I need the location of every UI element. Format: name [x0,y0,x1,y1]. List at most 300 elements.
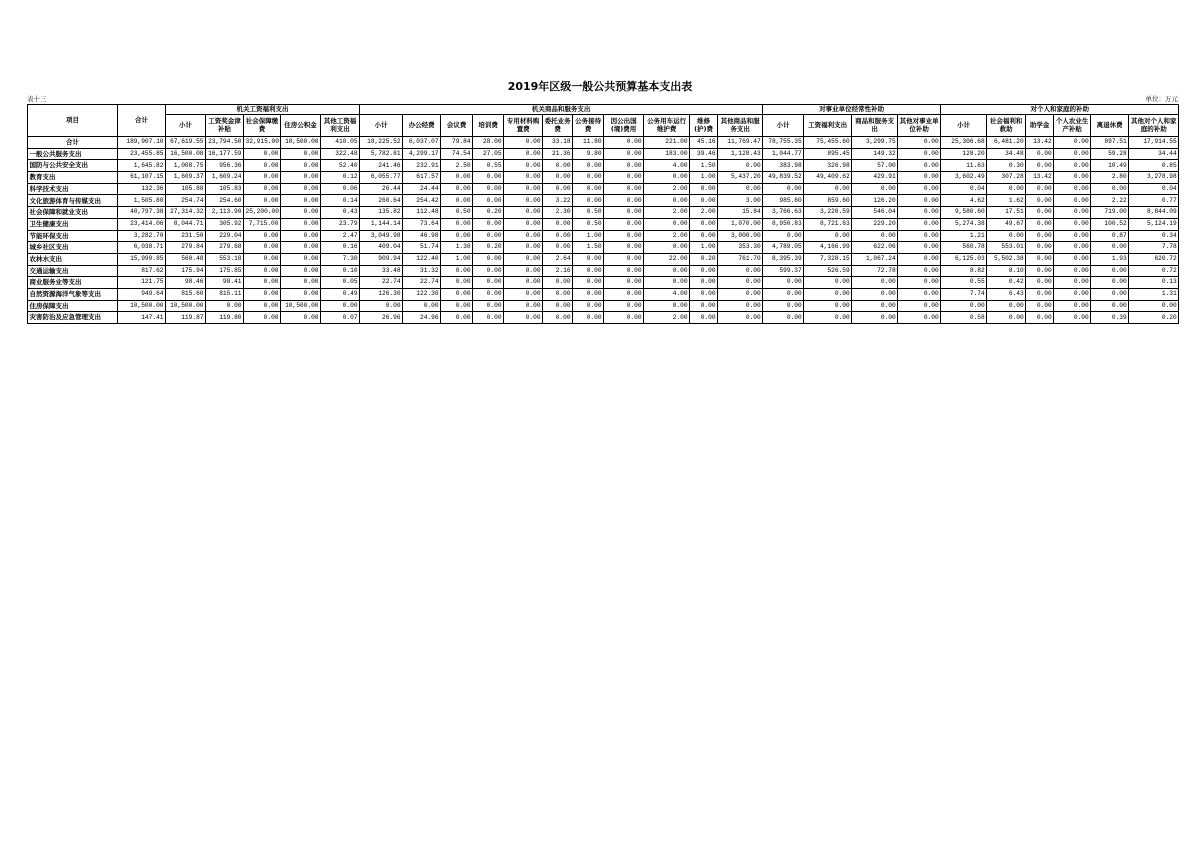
value-cell: 0.00 [898,253,941,265]
value-cell: 17.51 [987,207,1026,219]
value-cell: 0.00 [473,253,504,265]
value-cell: 0.00 [543,183,573,195]
value-cell: 3,049.98 [360,230,403,242]
value-cell: 0.00 [281,195,321,207]
value-cell: 4,299.17 [403,148,441,160]
value-cell: 45.16 [690,137,718,149]
value-cell: 0.00 [804,312,852,324]
value-cell: 2.80 [1091,172,1129,184]
row-label: 商业服务业等支出 [28,277,118,289]
table-row [28,207,1179,219]
row-label: 教育支出 [28,172,118,184]
value-cell: 175.94 [166,265,206,277]
value-cell: 33.18 [543,137,573,149]
value-cell: 0.00 [504,300,543,312]
value-cell: 0.00 [573,172,604,184]
table-body [28,137,1179,324]
value-cell: 0.00 [1054,183,1091,195]
value-cell: 0.00 [898,148,941,160]
value-cell: 0.00 [644,300,690,312]
value-cell: 0.00 [690,277,718,289]
col-header-institution-other: 其他对事业单位补助 [898,115,941,137]
value-cell: 0.00 [441,183,473,195]
value-cell: 39.46 [690,148,718,160]
value-cell: 254.74 [166,195,206,207]
value-cell: 119.80 [206,312,244,324]
value-cell: 1,044.77 [763,148,804,160]
value-cell: 0.50 [573,207,604,219]
value-cell: 0.00 [941,300,987,312]
value-cell: 307.28 [987,172,1026,184]
value-cell: 0.00 [804,300,852,312]
value-cell: 24.44 [403,183,441,195]
col-header-institution-goods: 商品和服务支出 [852,115,898,137]
value-cell: 79.84 [441,137,473,149]
value-cell: 719.00 [1091,207,1129,219]
value-cell: 0.00 [898,265,941,277]
value-cell: 0.00 [360,300,403,312]
value-cell: 0.00 [987,300,1026,312]
value-cell: 0.04 [941,183,987,195]
value-cell: 0.00 [473,183,504,195]
value-cell: 0.12 [321,172,360,184]
value-cell: 33.48 [360,265,403,277]
value-cell: 26.44 [360,183,403,195]
value-cell: 1,645.82 [118,160,166,172]
value-cell: 0.00 [543,288,573,300]
value-cell: 17,914.55 [1129,137,1179,149]
value-cell: 1,505.80 [118,195,166,207]
table-row [28,288,1179,300]
value-cell: 27.05 [473,148,504,160]
value-cell: 0.00 [504,137,543,149]
value-cell: 0.00 [504,207,543,219]
value-cell: 0.00 [1054,148,1091,160]
value-cell: 0.00 [1129,300,1179,312]
value-cell: 0.00 [543,172,573,184]
value-cell: 0.00 [1026,288,1054,300]
value-cell: 0.04 [1129,183,1179,195]
value-cell: 0.00 [281,230,321,242]
value-cell: 553.18 [206,253,244,265]
col-header-goods-commissioned: 委托业务费 [543,115,573,137]
value-cell: 0.00 [473,288,504,300]
value-cell: 956.36 [206,160,244,172]
value-cell: 553.01 [987,242,1026,254]
value-cell: 2.16 [543,265,573,277]
value-cell: 985.80 [763,195,804,207]
value-cell: 0.00 [718,265,763,277]
value-cell: 0.00 [573,183,604,195]
value-cell: 0.00 [441,312,473,324]
table-row [28,172,1179,184]
value-cell: 40,797.38 [118,207,166,219]
value-cell: 23,455.85 [118,148,166,160]
value-cell: 546.04 [852,207,898,219]
value-cell: 0.00 [504,148,543,160]
value-cell: 0.00 [804,277,852,289]
value-cell: 0.00 [718,300,763,312]
value-cell: 126.20 [852,195,898,207]
value-cell: 0.00 [1054,288,1091,300]
value-cell: 0.00 [898,242,941,254]
value-cell: 353.30 [718,242,763,254]
value-cell: 0.00 [473,172,504,184]
value-cell: 5,502.38 [987,253,1026,265]
value-cell: 0.00 [281,277,321,289]
value-cell: 0.00 [690,195,718,207]
value-cell: 0.00 [441,288,473,300]
value-cell: 25,306.68 [941,137,987,149]
row-label: 住房保障支出 [28,300,118,312]
value-cell: 0.00 [604,253,644,265]
value-cell: 1.21 [941,230,987,242]
value-cell: 0.00 [244,312,281,324]
value-cell: 0.00 [441,230,473,242]
value-cell: 620.72 [1129,253,1179,265]
value-cell: 0.16 [321,242,360,254]
value-cell: 34.48 [987,148,1026,160]
value-cell: 23.79 [321,218,360,230]
value-cell: 229.20 [852,218,898,230]
value-cell: 0.00 [1026,242,1054,254]
value-cell: 22.74 [403,277,441,289]
group-header-goods-services: 机关商品和服务支出 [360,105,763,115]
value-cell: 0.00 [898,195,941,207]
value-cell: 5,124.19 [1129,218,1179,230]
value-cell: 3,220.59 [804,207,852,219]
value-cell: 22.00 [644,253,690,265]
col-header-goods-office: 办公经费 [403,115,441,137]
row-label: 交通运输支出 [28,265,118,277]
value-cell: 72.78 [852,265,898,277]
value-cell: 0.00 [1054,312,1091,324]
value-cell: 147.41 [118,312,166,324]
value-cell: 221.00 [644,137,690,149]
value-cell: 326.98 [804,160,852,172]
value-cell: 0.00 [763,277,804,289]
value-cell: 3.00 [718,195,763,207]
value-cell: 183.00 [644,148,690,160]
value-cell: 1,144.14 [360,218,403,230]
value-cell: 0.14 [321,195,360,207]
value-cell: 4.62 [941,195,987,207]
value-cell: 0.00 [718,160,763,172]
col-header-wages-salary: 工资奖金津补贴 [206,115,244,137]
table-row [28,160,1179,172]
value-cell: 49,839.52 [763,172,804,184]
value-cell: 429.91 [852,172,898,184]
value-cell: 0.00 [718,277,763,289]
value-cell: 0.55 [473,160,504,172]
value-cell: 0.00 [1091,277,1129,289]
value-cell: 560.78 [941,242,987,254]
value-cell: 0.00 [543,230,573,242]
col-header-goods-subtotal: 小计 [360,115,403,137]
value-cell: 0.00 [604,300,644,312]
value-cell: 4,789.05 [763,242,804,254]
value-cell: 0.00 [504,288,543,300]
value-cell: 0.00 [441,218,473,230]
value-cell: 0.00 [1054,265,1091,277]
value-cell: 3,278.98 [1129,172,1179,184]
value-cell: 105.88 [166,183,206,195]
value-cell: 0.00 [604,207,644,219]
value-cell: 61,107.15 [118,172,166,184]
value-cell: 13.42 [1026,137,1054,149]
col-header-household-retirement: 离退休费 [1091,115,1129,137]
value-cell: 949.64 [118,288,166,300]
group-header-household-subsidy: 对个人和家庭的补助 [941,105,1179,115]
value-cell: 0.00 [281,288,321,300]
value-cell: 1.00 [573,230,604,242]
value-cell: 18,225.52 [360,137,403,149]
col-header-goods-repairs: 维修(护)费 [690,115,718,137]
value-cell: 23,414.06 [118,218,166,230]
value-cell: 0.00 [244,288,281,300]
value-cell: 279.68 [206,242,244,254]
value-cell: 0.00 [504,312,543,324]
value-cell: 0.00 [1091,242,1129,254]
value-cell: 1,609.37 [166,172,206,184]
value-cell: 1,070.00 [718,218,763,230]
value-cell: 0.00 [244,300,281,312]
value-cell: 0.00 [281,218,321,230]
value-cell: 0.00 [604,230,644,242]
value-cell: 1,128.43 [718,148,763,160]
col-header-goods-overseas: 因公出国(境)费用 [604,115,644,137]
col-header-wages-subtotal: 小计 [166,115,206,137]
value-cell: 2.22 [1091,195,1129,207]
value-cell: 0.00 [244,172,281,184]
value-cell: 0.00 [604,183,644,195]
row-label: 农林水支出 [28,253,118,265]
value-cell: 0.05 [321,277,360,289]
value-cell: 0.00 [1026,207,1054,219]
value-cell: 0.00 [1091,183,1129,195]
value-cell: 0.20 [473,207,504,219]
value-cell: 100.52 [1091,218,1129,230]
value-cell: 895.45 [804,148,852,160]
value-cell: 11,769.47 [718,137,763,149]
value-cell: 229.04 [206,230,244,242]
value-cell: 1.30 [441,242,473,254]
value-cell: 0.06 [321,183,360,195]
value-cell: 7.74 [941,288,987,300]
value-cell: 0.00 [504,172,543,184]
table-row [28,300,1179,312]
value-cell: 0.00 [1091,288,1129,300]
value-cell: 0.00 [281,207,321,219]
value-cell: 0.00 [987,312,1026,324]
value-cell: 2.64 [543,253,573,265]
value-cell: 7,328.15 [804,253,852,265]
value-cell: 909.94 [360,253,403,265]
value-cell: 0.00 [244,253,281,265]
value-cell: 526.59 [804,265,852,277]
value-cell: 1.50 [690,160,718,172]
value-cell: 0.00 [281,253,321,265]
table-row [28,265,1179,277]
value-cell: 0.00 [690,300,718,312]
value-cell: 8,950.83 [763,218,804,230]
value-cell: 3,000.00 [718,230,763,242]
value-cell: 0.00 [543,277,573,289]
value-cell: 0.00 [504,265,543,277]
value-cell: 0.00 [441,265,473,277]
value-cell: 0.00 [573,277,604,289]
value-cell: 0.00 [244,195,281,207]
value-cell: 0.00 [1026,277,1054,289]
value-cell: 21.36 [543,148,573,160]
value-cell: 0.00 [987,183,1026,195]
col-header-goods-materials: 专用材料购置费 [504,115,543,137]
col-header-item: 项目 [28,105,118,137]
value-cell: 410.05 [321,137,360,149]
col-header-institution-subtotal: 小计 [763,115,804,137]
value-cell: 0.00 [644,242,690,254]
value-cell: 0.00 [281,183,321,195]
value-cell: 0.00 [403,300,441,312]
value-cell: 0.00 [763,312,804,324]
value-cell: 8.10 [987,265,1026,277]
value-cell: 0.00 [1054,300,1091,312]
value-cell: 27,314.32 [166,207,206,219]
value-cell: 0.00 [244,230,281,242]
value-cell: 46.98 [403,230,441,242]
value-cell: 0.00 [1091,265,1129,277]
value-cell: 8,044.71 [166,218,206,230]
value-cell: 175.85 [206,265,244,277]
unit-label: 单位：万元 [1145,95,1178,103]
table-row [28,253,1179,265]
value-cell: 3,602.49 [941,172,987,184]
value-cell: 859.60 [804,195,852,207]
value-cell: 149.32 [852,148,898,160]
value-cell: 0.00 [718,183,763,195]
value-cell: 0.10 [321,265,360,277]
value-cell: 0.00 [644,265,690,277]
value-cell: 0.00 [321,300,360,312]
value-cell: 0.72 [1129,265,1179,277]
header-row-groups [28,105,1179,115]
value-cell: 0.00 [473,312,504,324]
value-cell: 0.00 [1054,172,1091,184]
value-cell: 189,907.10 [118,137,166,149]
value-cell: 0.00 [852,288,898,300]
value-cell: 0.00 [804,288,852,300]
value-cell: 10,500.00 [281,300,321,312]
value-cell: 1.00 [690,242,718,254]
value-cell: 2.30 [543,207,573,219]
value-cell: 0.00 [543,242,573,254]
value-cell: 0.00 [244,148,281,160]
value-cell: 98.41 [206,277,244,289]
value-cell: 815.11 [206,288,244,300]
table-row [28,242,1179,254]
value-cell: 0.00 [543,300,573,312]
value-cell: 0.00 [852,300,898,312]
value-cell: 10,500.00 [166,300,206,312]
value-cell: 0.00 [1054,253,1091,265]
value-cell: 57.00 [852,160,898,172]
col-header-goods-training: 培训费 [473,115,504,137]
value-cell: 31.32 [403,265,441,277]
budget-table [27,104,1179,324]
value-cell: 15.84 [718,207,763,219]
value-cell: 0.00 [573,253,604,265]
value-cell: 0.00 [1054,195,1091,207]
col-header-household-scholarship: 助学金 [1026,115,1054,137]
col-header-institution-wages: 工资福利支出 [804,115,852,137]
value-cell: 5,274.38 [941,218,987,230]
value-cell: 0.50 [441,207,473,219]
value-cell: 0.00 [898,160,941,172]
value-cell: 0.00 [604,195,644,207]
value-cell: 0.85 [1129,160,1179,172]
value-cell: 0.00 [1026,312,1054,324]
group-header-institution-subsidy: 对事业单位经常性补助 [763,105,941,115]
value-cell: 622.06 [852,242,898,254]
value-cell: 0.00 [281,312,321,324]
value-cell: 75,455.60 [804,137,852,149]
value-cell: 28.00 [473,137,504,149]
value-cell: 22.74 [360,277,403,289]
value-cell: 0.00 [763,183,804,195]
value-cell: 0.00 [281,148,321,160]
row-label: 城乡社区支出 [28,242,118,254]
col-header-goods-reception: 公务接待费 [573,115,604,137]
value-cell: 0.00 [1026,195,1054,207]
value-cell: 0.00 [644,172,690,184]
value-cell: 0.00 [852,230,898,242]
value-cell: 0.00 [690,265,718,277]
value-cell: 5,782.81 [360,148,403,160]
value-cell: 322.48 [321,148,360,160]
value-cell: 112.48 [403,207,441,219]
value-cell: 0.00 [898,288,941,300]
value-cell: 0.39 [1091,312,1129,324]
value-cell: 0.00 [473,300,504,312]
value-cell: 0.00 [718,312,763,324]
value-cell: 11.80 [573,137,604,149]
row-label: 卫生健康支出 [28,218,118,230]
value-cell: 0.00 [543,218,573,230]
value-cell: 0.13 [1129,277,1179,289]
value-cell: 0.00 [690,183,718,195]
value-cell: 0.00 [473,218,504,230]
value-cell: 0.00 [1026,148,1054,160]
value-cell: 0.00 [898,230,941,242]
col-header-wages-other: 其他工资福利支出 [321,115,360,137]
table-row [28,218,1179,230]
value-cell: 231.50 [166,230,206,242]
value-cell: 815.60 [166,288,206,300]
value-cell: 0.00 [244,160,281,172]
value-cell: 2.50 [441,160,473,172]
value-cell: 0.20 [690,253,718,265]
value-cell: 0.00 [504,230,543,242]
value-cell: 0.00 [852,312,898,324]
value-cell: 0.00 [1054,277,1091,289]
col-header-household-agriculture: 个人农业生产补贴 [1054,115,1091,137]
value-cell: 0.00 [244,242,281,254]
table-row [28,312,1179,324]
value-cell: 0.00 [573,288,604,300]
value-cell: 74.54 [441,148,473,160]
value-cell: 15,990.85 [118,253,166,265]
value-cell: 4.00 [644,160,690,172]
